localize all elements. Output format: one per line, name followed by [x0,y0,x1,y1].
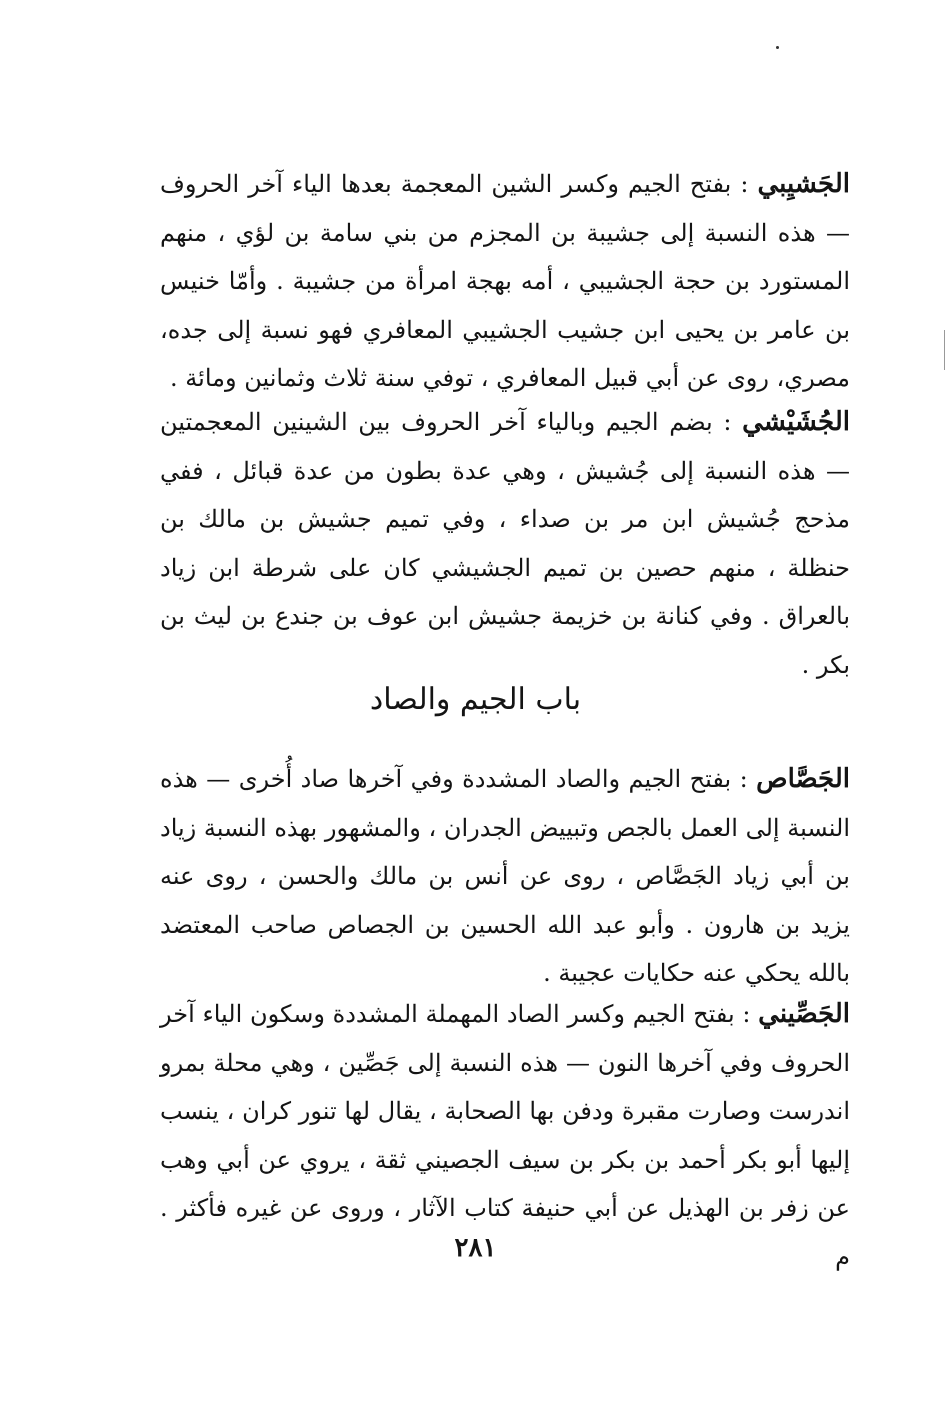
entry-text: : بفتح الجيم وكسر الصاد المهملة المشددة وسكون الياء آخر الحروف وفي آخرها النون — هذه النسبة إلى جَصِّين ، وهي محلة بمرو اندرست وصارت مقبرة ودفن بها الصحابة ، يقال لها تنور كران ، ينسب إليها أبو بكر أحمد بن بكر بن سيف الجصيني ثقة ، يروي عن أبي وهب عن زفر بن الهذيل عن أبي حنيفة كتاب الآثار ، وروى عن غيره فأكثر . م [160,1000,851,1271]
entry-headword: الجَشيِبي [757,169,850,199]
entry-text: : بضم الجيم وبالياء آخر الحروف بين الشينين المعجمتين — هذه النسبة إلى جُشيش ، وهي عدة بطون من عدة قبائل ، ففي مذحج جُشيش ابن مر بن صداء ، وفي تميم جشيش بن مالك بن حنظلة ، منهم حصين بن تميم الجشيشي كان على شرطة ابن زياد بالعراق . وفي كنانة بن خزيمة جشيش ابن عوف بن جندع بن ليث بن بكر . [160,408,850,679]
page-number: ٢٨١ [454,1233,497,1263]
entry-text: : بفتح الجيم وكسر الشين المعجمة بعدها الياء آخر الحروف — هذه النسبة إلى جشيبة بن المجزم من بني سامة بن لؤي ، منهم المستورد بن حجة الجشيبي ، أمه بهجة امرأة من جشيبة . وأمّا خنيس بن عامر بن يحيى ابن جشيب الجشيبي المعافري فهو نسبة إلى جده، مصري، روى عن أبي قبيل المعافري ، توفي سنة ثلاث وثمانين ومائة . [160,170,851,392]
entry-headword: الجُشَيْشي [742,407,850,437]
chapter-title: باب الجيم والصاد [369,682,582,717]
scan-edge-mark [944,330,945,370]
entry-headword: الجَصِّيني [758,999,850,1029]
entry-al-jashibi [160,160,850,403]
entry-al-jassas [160,755,850,998]
entry-al-jushayshi [160,398,850,689]
entry-text: : بفتح الجيم والصاد المشددة وفي آخرها صاد أُخرى — هذه النسبة إلى العمل بالجص وتبييض الجدران ، والمشهور بهذه النسبة زياد بن أبي زياد الجَصَّاص ، روى عن أنس بن مالك والحسن ، روى عنه يزيد بن هارون . وأبو عبد الله الحسين بن الجصاص صاحب المعتضد بالله يحكي عنه حكايات عجيبة . [160,765,850,987]
scan-speck [776,46,779,49]
entry-headword: الجَصَّاص [756,764,850,794]
